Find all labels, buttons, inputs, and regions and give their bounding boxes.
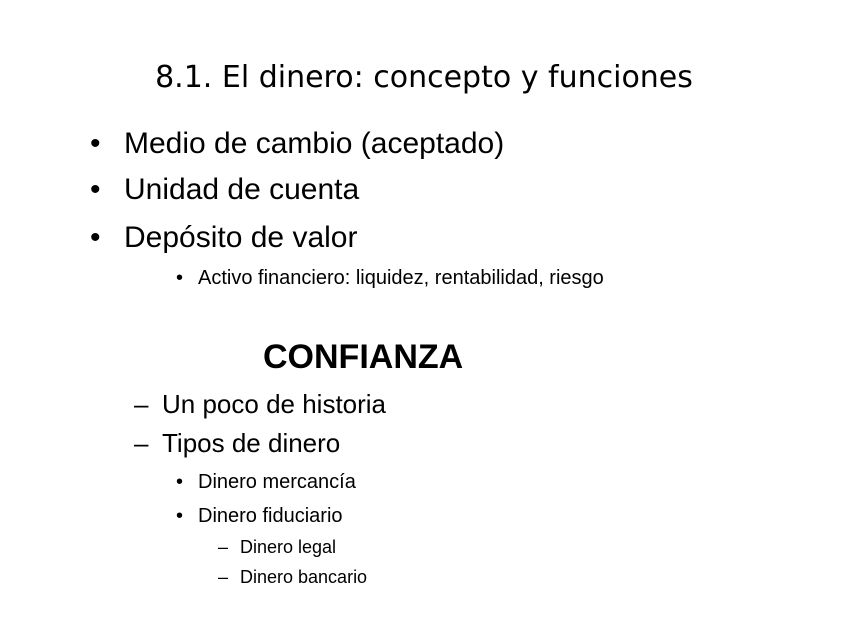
- confianza-heading: CONFIANZA: [263, 338, 464, 376]
- money-type-fiduciario: Dinero fiduciario: [198, 505, 343, 527]
- dash-marker: –: [218, 567, 229, 587]
- dash-marker: –: [134, 428, 149, 458]
- function-item-deposito-de-valor: Depósito de valor: [124, 221, 358, 254]
- money-type-mercancia: Dinero mercancía: [198, 471, 356, 493]
- bullet-marker: •: [90, 127, 101, 160]
- fiduciary-type-legal: Dinero legal: [240, 537, 337, 557]
- topic-item-historia: Un poco de historia: [162, 389, 387, 419]
- sub-bullet-marker: •: [176, 505, 184, 527]
- bullet-marker: •: [90, 221, 101, 254]
- bullet-marker: •: [90, 173, 101, 206]
- sub-bullet-marker: •: [176, 471, 184, 493]
- topic-item-tipos-de-dinero: Tipos de dinero: [162, 428, 341, 458]
- sub-bullet-marker: •: [176, 267, 184, 289]
- dash-marker: –: [134, 389, 149, 419]
- dash-marker: –: [218, 537, 229, 557]
- function-item-unidad-de-cuenta: Unidad de cuenta: [124, 173, 360, 206]
- slide-title: 8.1. El dinero: concepto y funciones: [155, 60, 693, 95]
- function-item-medio-de-cambio: Medio de cambio (aceptado): [124, 127, 505, 160]
- function-subitem-activo-financiero: Activo financiero: liquidez, rentabilidad, riesgo: [198, 267, 604, 289]
- fiduciary-type-bancario: Dinero bancario: [240, 567, 368, 587]
